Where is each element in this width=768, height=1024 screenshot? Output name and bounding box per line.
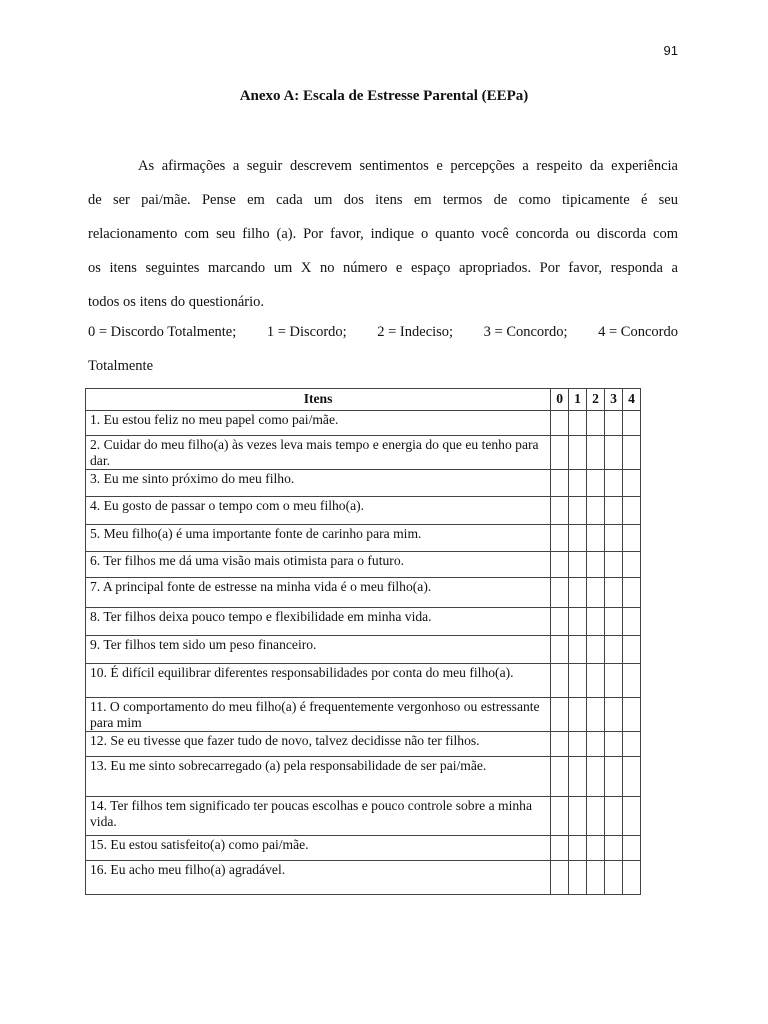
- answer-cell-1[interactable]: [569, 436, 587, 470]
- answer-cell-2[interactable]: [587, 664, 605, 698]
- answer-cell-1[interactable]: [569, 411, 587, 436]
- scale-option-2: 2 = Indeciso;: [377, 324, 454, 340]
- answer-cell-2[interactable]: [587, 578, 605, 608]
- scale-option-3: 3 = Concordo;: [483, 324, 568, 340]
- answer-cell-3[interactable]: [605, 698, 623, 732]
- response-scale: [88, 315, 678, 383]
- answer-cell-1[interactable]: [569, 757, 587, 797]
- intro-line: todos os itens do questionário.: [88, 294, 265, 310]
- answer-cell-2[interactable]: [587, 608, 605, 636]
- answer-cell-3[interactable]: [605, 732, 623, 757]
- table-row: [86, 411, 641, 436]
- answer-cell-3[interactable]: [605, 636, 623, 664]
- item-text: 12. Se eu tivesse que fazer tudo de novo, talvez decidisse não ter filhos.: [86, 732, 551, 757]
- answer-cell-4[interactable]: [622, 525, 640, 552]
- answer-cell-4[interactable]: [622, 797, 640, 836]
- answer-cell-4[interactable]: [622, 608, 640, 636]
- table-row: [86, 757, 641, 797]
- table-row: [86, 497, 641, 525]
- answer-cell-0[interactable]: [551, 525, 569, 552]
- item-text: 1. Eu estou feliz no meu papel como pai/mãe.: [86, 411, 551, 436]
- score-header-2: 2: [587, 389, 605, 411]
- intro-line: As afirmações a seguir descrevem sentimentos e percepções a respeito da experiência: [138, 158, 678, 174]
- table-row: [86, 436, 641, 470]
- answer-cell-3[interactable]: [605, 436, 623, 470]
- table-row: [86, 732, 641, 757]
- answer-cell-1[interactable]: [569, 664, 587, 698]
- item-text: 14. Ter filhos tem significado ter poucas escolhas e pouco controle sobre a minha vida.: [86, 797, 551, 836]
- answer-cell-4[interactable]: [622, 698, 640, 732]
- intro-paragraph: [88, 149, 678, 319]
- answer-cell-0[interactable]: [551, 470, 569, 497]
- score-header-1: 1: [569, 389, 587, 411]
- scale-option-4: 4 = Concordo: [598, 324, 678, 340]
- answer-cell-2[interactable]: [587, 470, 605, 497]
- table-row: [86, 470, 641, 497]
- answer-cell-0[interactable]: [551, 836, 569, 861]
- answer-cell-4[interactable]: [622, 578, 640, 608]
- item-text: 2. Cuidar do meu filho(a) às vezes leva mais tempo e energia do que eu tenho para dar.: [86, 436, 551, 470]
- answer-cell-0[interactable]: [551, 552, 569, 578]
- answer-cell-0[interactable]: [551, 436, 569, 470]
- item-text: 15. Eu estou satisfeito(a) como pai/mãe.: [86, 836, 551, 861]
- answer-cell-1[interactable]: [569, 578, 587, 608]
- answer-cell-2[interactable]: [587, 411, 605, 436]
- item-text: 6. Ter filhos me dá uma visão mais otimista para o futuro.: [86, 552, 551, 578]
- answer-cell-3[interactable]: [605, 497, 623, 525]
- answer-cell-0[interactable]: [551, 497, 569, 525]
- answer-cell-3[interactable]: [605, 411, 623, 436]
- answer-cell-2[interactable]: [587, 797, 605, 836]
- answer-cell-4[interactable]: [622, 552, 640, 578]
- table-row: [86, 578, 641, 608]
- answer-cell-2[interactable]: [587, 757, 605, 797]
- answer-cell-1[interactable]: [569, 470, 587, 497]
- answer-cell-4[interactable]: [622, 470, 640, 497]
- item-text: 3. Eu me sinto próximo do meu filho.: [86, 470, 551, 497]
- answer-cell-3[interactable]: [605, 757, 623, 797]
- answer-cell-1[interactable]: [569, 636, 587, 664]
- item-text: 16. Eu acho meu filho(a) agradável.: [86, 861, 551, 895]
- intro-line: de ser pai/mãe. Pense em cada um dos itens em termos de como tipicamente é seu: [88, 192, 678, 208]
- answer-cell-2[interactable]: [587, 698, 605, 732]
- answer-cell-1[interactable]: [569, 836, 587, 861]
- answer-cell-1[interactable]: [569, 497, 587, 525]
- table-row: [86, 608, 641, 636]
- table-row: [86, 525, 641, 552]
- table-row: [86, 797, 641, 836]
- table-row: [86, 636, 641, 664]
- answer-cell-0[interactable]: [551, 797, 569, 836]
- table-header-row: [86, 389, 641, 411]
- answer-cell-3[interactable]: [605, 836, 623, 861]
- intro-line: relacionamento com seu filho (a). Por favor, indique o quanto você concorda ou discorda com: [88, 226, 678, 242]
- answer-cell-3[interactable]: [605, 664, 623, 698]
- answer-cell-4[interactable]: [622, 411, 640, 436]
- table-row: [86, 664, 641, 698]
- item-text: 11. O comportamento do meu filho(a) é frequentemente vergonhoso ou estressante para mim: [86, 698, 551, 732]
- item-text: 7. A principal fonte de estresse na minha vida é o meu filho(a).: [86, 578, 551, 608]
- item-text: 13. Eu me sinto sobrecarregado (a) pela responsabilidade de ser pai/mãe.: [86, 757, 551, 797]
- table-row: [86, 836, 641, 861]
- answer-cell-3[interactable]: [605, 552, 623, 578]
- page-number: 91: [663, 43, 678, 58]
- scale-option-1: 1 = Discordo;: [266, 324, 347, 340]
- score-header-3: 3: [605, 389, 623, 411]
- answer-cell-3[interactable]: [605, 525, 623, 552]
- score-header-4: 4: [622, 389, 640, 411]
- answer-cell-2[interactable]: [587, 497, 605, 525]
- answer-cell-3[interactable]: [605, 608, 623, 636]
- item-text: 5. Meu filho(a) é uma importante fonte de carinho para mim.: [86, 525, 551, 552]
- table-row: [86, 552, 641, 578]
- item-text: 4. Eu gosto de passar o tempo com o meu filho(a).: [86, 497, 551, 525]
- answer-cell-2[interactable]: [587, 836, 605, 861]
- answer-cell-4[interactable]: [622, 836, 640, 861]
- answer-cell-2[interactable]: [587, 861, 605, 895]
- answer-cell-4[interactable]: [622, 436, 640, 470]
- answer-cell-0[interactable]: [551, 578, 569, 608]
- answer-cell-0[interactable]: [551, 664, 569, 698]
- answer-cell-2[interactable]: [587, 436, 605, 470]
- page-title: Anexo A: Escala de Estresse Parental (EEPa): [239, 88, 529, 104]
- answer-cell-0[interactable]: [551, 608, 569, 636]
- answer-cell-0[interactable]: [551, 411, 569, 436]
- answer-cell-0[interactable]: [551, 861, 569, 895]
- answer-cell-1[interactable]: [569, 797, 587, 836]
- answer-cell-3[interactable]: [605, 861, 623, 895]
- scale-option-0: 0 = Discordo Totalmente;: [88, 324, 237, 340]
- answer-cell-4[interactable]: [622, 861, 640, 895]
- answer-cell-4[interactable]: [622, 636, 640, 664]
- score-header-0: 0: [551, 389, 569, 411]
- intro-line: os itens seguintes marcando um X no número e espaço apropriados. Por favor, responda a: [88, 260, 678, 276]
- items-header: Itens: [86, 389, 551, 411]
- item-text: 8. Ter filhos deixa pouco tempo e flexibilidade em minha vida.: [86, 608, 551, 636]
- table-row: [86, 698, 641, 732]
- scale-continuation: Totalmente: [88, 358, 154, 374]
- answer-cell-1[interactable]: [569, 732, 587, 757]
- answer-cell-0[interactable]: [551, 757, 569, 797]
- answer-cell-0[interactable]: [551, 636, 569, 664]
- questionnaire-table: [85, 388, 641, 895]
- item-text: 9. Ter filhos tem sido um peso financeiro.: [86, 636, 551, 664]
- table-row: [86, 861, 641, 895]
- answer-cell-3[interactable]: [605, 578, 623, 608]
- answer-cell-0[interactable]: [551, 732, 569, 757]
- answer-cell-4[interactable]: [622, 757, 640, 797]
- answer-cell-3[interactable]: [605, 470, 623, 497]
- answer-cell-1[interactable]: [569, 698, 587, 732]
- item-text: 10. É difícil equilibrar diferentes responsabilidades por conta do meu filho(a).: [86, 664, 551, 698]
- answer-cell-1[interactable]: [569, 861, 587, 895]
- answer-cell-1[interactable]: [569, 608, 587, 636]
- answer-cell-2[interactable]: [587, 732, 605, 757]
- answer-cell-2[interactable]: [587, 552, 605, 578]
- answer-cell-0[interactable]: [551, 698, 569, 732]
- answer-cell-4[interactable]: [622, 664, 640, 698]
- answer-cell-1[interactable]: [569, 525, 587, 552]
- answer-cell-2[interactable]: [587, 525, 605, 552]
- answer-cell-4[interactable]: [622, 497, 640, 525]
- answer-cell-2[interactable]: [587, 636, 605, 664]
- answer-cell-3[interactable]: [605, 797, 623, 836]
- answer-cell-1[interactable]: [569, 552, 587, 578]
- answer-cell-4[interactable]: [622, 732, 640, 757]
